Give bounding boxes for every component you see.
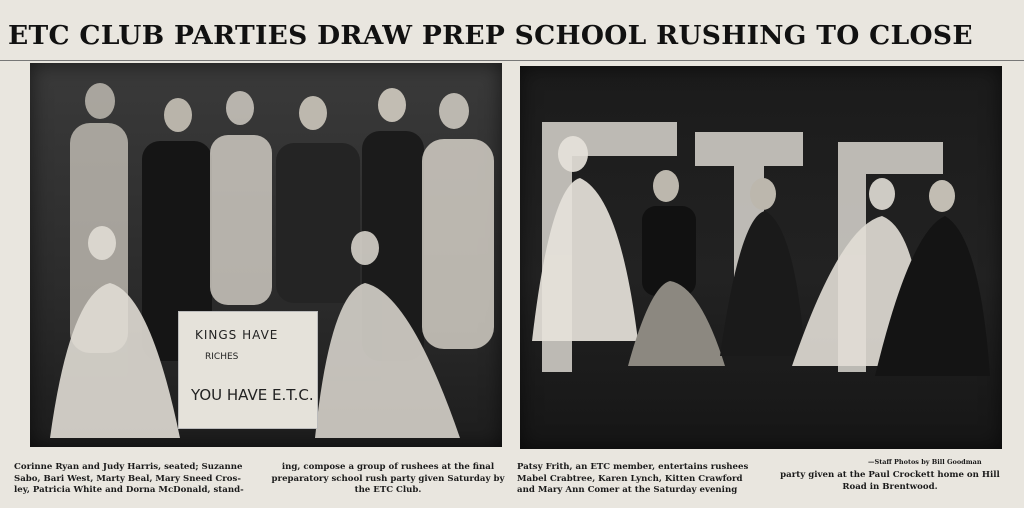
caption-line: Road in Brentwood.: [842, 481, 938, 492]
caption-right-col-1: [517, 462, 767, 497]
sign-line-2: RICHES: [205, 352, 239, 362]
caption-line: preparatory school rush party given Saturday by: [271, 473, 505, 484]
caption-line: Patsy Frith, an ETC member, entertains rushees: [517, 462, 749, 472]
caption-line: Sabo, Bari West, Marty Beal, Mary Sneed Cros-: [14, 473, 241, 484]
caption-left-col-2: [268, 462, 508, 497]
caption-right-col-2: [770, 470, 1010, 493]
caption-line: Mabel Crabtree, Karen Lynch, Kitten Crawford: [517, 473, 743, 484]
caption-line: ley, Patricia White and Dorna McDonald, stand-: [14, 485, 244, 495]
caption-line: and Mary Ann Comer at the Saturday evening: [517, 485, 738, 495]
photo-credit: —Staff Photos by Bill Goodman: [868, 458, 982, 466]
caption-left-col-1: [14, 462, 264, 497]
caption-line: ing, compose a group of rushees at the final: [281, 462, 495, 472]
sign-line-3: YOU HAVE E.T.C.: [191, 386, 314, 404]
headline-rule: [0, 60, 1024, 61]
photo-rushees-group: [30, 63, 502, 447]
caption-line: Corinne Ryan and Judy Harris, seated; Suzanne: [14, 462, 243, 472]
photo-right-figures: [520, 66, 1002, 449]
sign-line-1: KINGS HAVE: [195, 328, 279, 342]
kings-have-riches-sign: [178, 311, 318, 429]
photo-etc-party: [520, 66, 1002, 449]
headline: ETC CLUB PARTIES DRAW PREP SCHOOL RUSHING TO CLOSE: [8, 20, 973, 51]
caption-line: party given at the Paul Crockett home on Hill: [780, 470, 1000, 480]
caption-line: the ETC Club.: [354, 485, 422, 495]
